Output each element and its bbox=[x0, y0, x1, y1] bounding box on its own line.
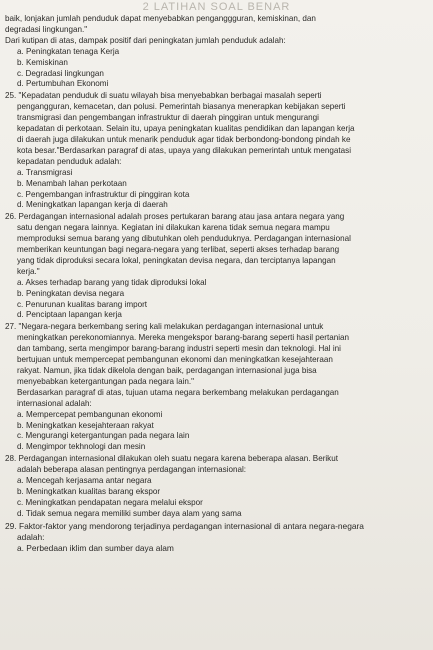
question-27 bbox=[5, 322, 427, 453]
option-d: d. Tidak semua negara memiliki sumber daya alam yang sama bbox=[17, 508, 242, 518]
intro-paragraph bbox=[5, 14, 427, 47]
text-line: meningkatkan perekonomiannya. Mereka mengekspor barang-barang seperti hasil pertanian bbox=[17, 333, 350, 343]
faint-page-header: 2 LATIHAN SOAL BENAR bbox=[142, 1, 291, 13]
text-line: dan tambang, serta mengimpor barang-barang industri seperti mesin dan teknologi. Hal ini bbox=[17, 344, 341, 354]
text-line: kepadatan penduduk adalah: bbox=[17, 156, 122, 166]
text-line: degradasi lingkungan." bbox=[5, 24, 88, 34]
option-d: d. Pertumbuhan Ekonomi bbox=[17, 79, 109, 89]
option-a: a. Peningkatan tenaga Kerja bbox=[17, 46, 120, 56]
text-line: di daerah juga dilakukan untuk menarik penduduk agar tidak berbondong-bondong pindah ke bbox=[17, 134, 351, 144]
option-c: c. Meningkatkan pendapatan negara melalui ekspor bbox=[17, 497, 203, 507]
question-26 bbox=[5, 212, 427, 321]
text-line: rakyat. Namun, jika tidak dikelola dengan baik, perdagangan internasional juga bisa bbox=[17, 366, 317, 375]
text-line: adalah beberapa alasan pentingnya perdagangan internasional: bbox=[17, 465, 247, 475]
option-d: d. Penciptaan lapangan kerja bbox=[17, 310, 122, 320]
text-line: Berdasarkan paragraf di atas, tujuan utama negara berkembang melakukan perdagangan bbox=[17, 387, 339, 397]
question-text: Dari kutipan di atas, dampak positif dari peningkatan jumlah penduduk adalah: bbox=[5, 35, 286, 45]
text-line: 27. "Negara-negara berkembang sering kali melakukan perdagangan internasional untuk bbox=[5, 322, 324, 332]
text-line: baik, lonjakan jumlah penduduk dapat menyebabkan penganggguran, kemiskinan, dan bbox=[5, 14, 316, 23]
text-line: bertujuan untuk mempercepat pembangunan ekonomi dan meningkatkan kesejahteraan bbox=[17, 355, 333, 365]
text-line: 28. Perdagangan internasional dilakukan oleh suatu negara karena beberapa alasan. Berikut bbox=[5, 454, 338, 464]
text-line: kerja." bbox=[17, 266, 40, 276]
text-line: 29. Faktor-faktor yang mendorong terjadinya perdagangan internasional di antara negara-negara bbox=[5, 520, 364, 531]
text-line: transmigrasi dan pengembangan infrastruktur di daerah pinggiran untuk mengurangi bbox=[17, 113, 319, 123]
option-b: b. Meningkatkan kualitas barang ekspor bbox=[17, 486, 161, 496]
text-line: memproduksi semua barang yang dibutuhkan oleh penduduknya. Perdagangan internasional bbox=[17, 234, 351, 244]
option-b: b. Kemiskinan bbox=[17, 57, 68, 67]
intro-options bbox=[5, 47, 427, 91]
text-line: pengangguran, kemacetan, dan polusi. Pemerintah biasanya menerapkan kebijakan seperti bbox=[17, 102, 346, 112]
option-a: a. Mencegah kerjasama antar negara bbox=[17, 476, 152, 486]
question-29 bbox=[5, 521, 427, 554]
question-25 bbox=[5, 91, 427, 211]
document-content bbox=[5, 14, 427, 553]
option-c: c. Mengurangi ketergantungan pada negara lain bbox=[17, 431, 190, 441]
text-line: yang tidak diproduksi secara lokal, peningkatan devisa negara, dan terciptanya lapangan bbox=[17, 255, 336, 265]
option-d: d. Meningkatkan lapangan kerja di daerah bbox=[17, 200, 168, 210]
option-c: c. Degradasi lingkungan bbox=[17, 68, 104, 78]
option-b: b. Peningkatan devisa negara bbox=[17, 288, 125, 298]
option-a: a. Transmigrasi bbox=[17, 167, 73, 177]
option-c: c. Pengembangan infrastruktur di pinggiran kota bbox=[17, 189, 190, 199]
text-line: memberikan keuntungan bagi negara-negara yang terlibat, seperti akses terhadap barang bbox=[17, 245, 340, 255]
text-line: satu dengan negara lainnya. Kegiatan ini dilakukan karena tidak semua negara mampu bbox=[17, 223, 330, 233]
question-28 bbox=[5, 454, 427, 519]
text-line: menyebabkan ketergantungan pada negara lain." bbox=[17, 376, 195, 386]
option-a: a. Perbedaan iklim dan sumber daya alam bbox=[17, 542, 174, 553]
text-line: 25. "Kepadatan penduduk di suatu wilayah bisa menyebabkan berbagai masalah seperti bbox=[5, 91, 322, 101]
option-b: b. Menambah lahan perkotaan bbox=[17, 178, 127, 188]
option-a: a. Akses terhadap barang yang tidak diproduksi lokal bbox=[17, 277, 207, 287]
text-line: internasional adalah: bbox=[17, 398, 92, 408]
option-a: a. Mempercepat pembangunan ekonomi bbox=[17, 409, 163, 419]
text-line: adalah: bbox=[17, 531, 45, 542]
option-b: b. Meningkatkan kesejahteraan rakyat bbox=[17, 420, 154, 430]
option-d: d. Mengimpor tekhnologi dan mesin bbox=[17, 442, 146, 452]
text-line: kepadatan di perkotaan. Selain itu, upaya peningkatan kualitas pendidikan dan lapangan kerja bbox=[17, 124, 355, 134]
text-line: kota besar."Berdasarkan paragraf di atas, upaya yang dilakukan pemerintah untuk mengatasi bbox=[17, 145, 352, 155]
text-line: 26. Perdagangan internasional adalah proses pertukaran barang atau jasa antara negara yang bbox=[5, 212, 345, 222]
option-c: c. Penurunan kualitas barang import bbox=[17, 299, 148, 309]
